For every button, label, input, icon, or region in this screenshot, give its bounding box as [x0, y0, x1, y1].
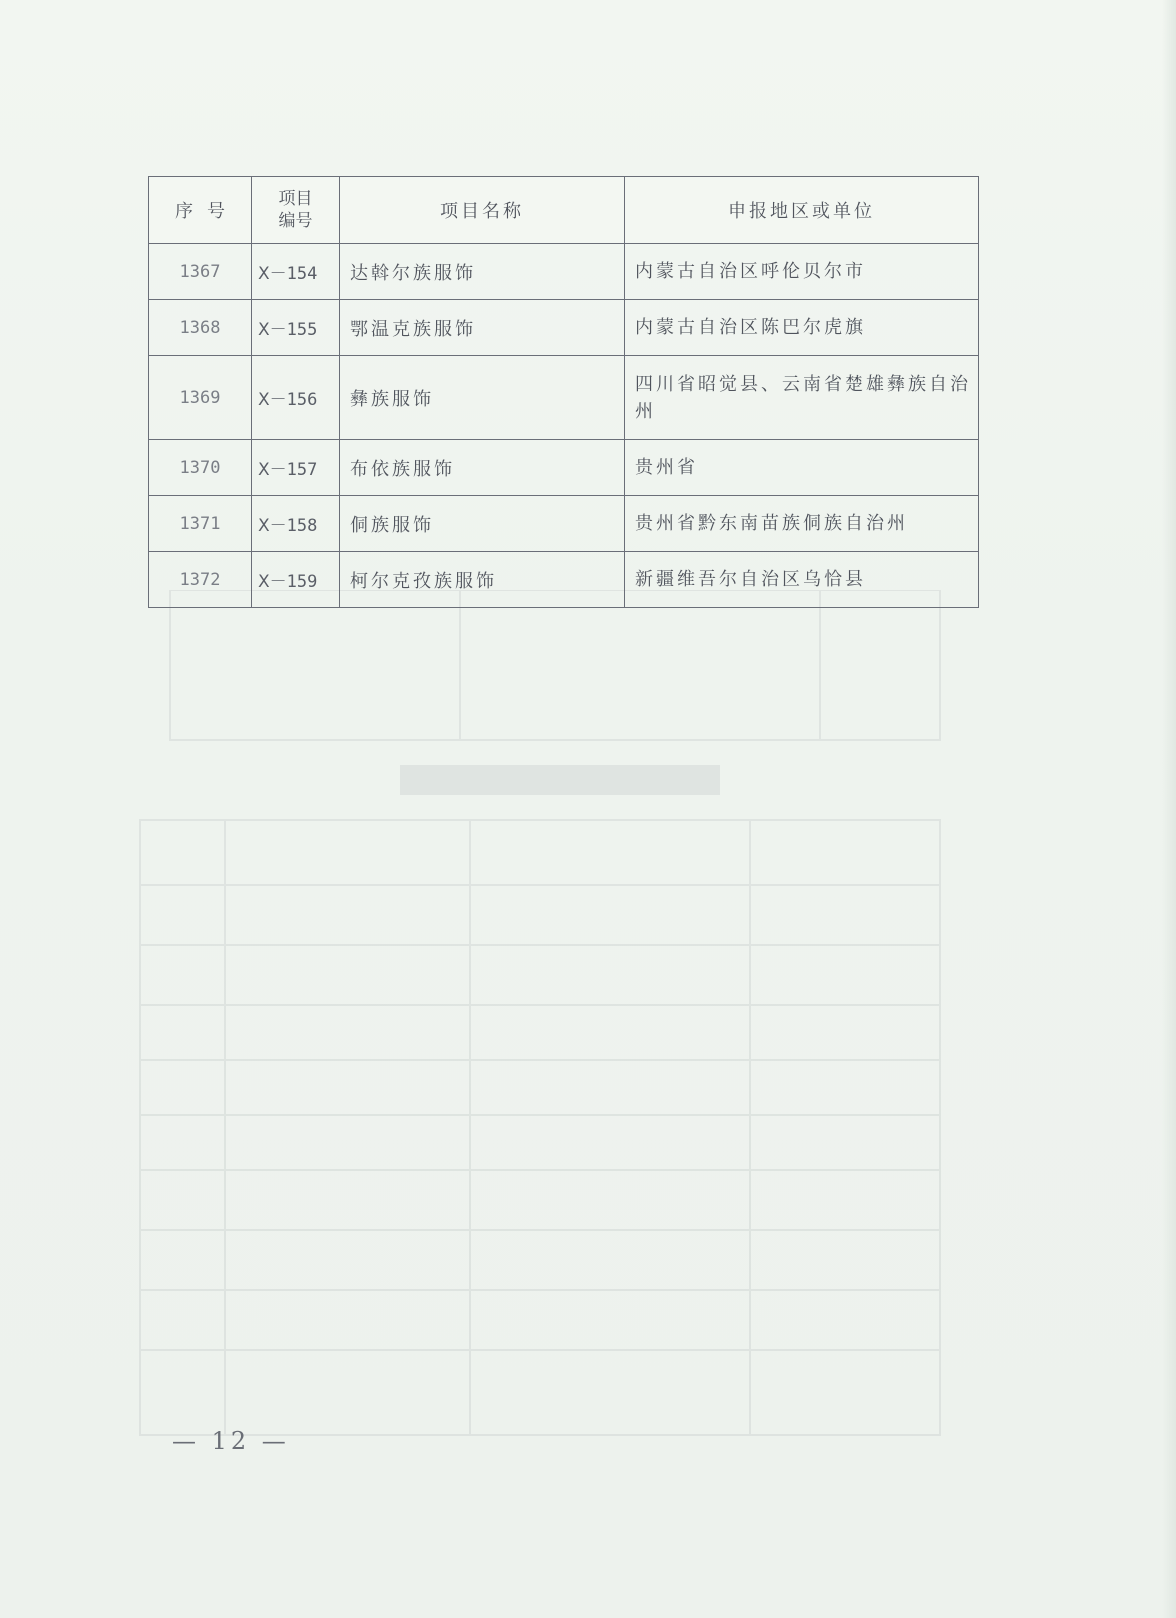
cell-item-name: 鄂温克族服饰	[340, 300, 625, 356]
cell-serial-number: 1372	[149, 552, 252, 608]
cell-region: 贵州省	[625, 440, 979, 496]
header-region: 申报地区或单位	[625, 177, 979, 244]
table-header-row	[149, 177, 979, 244]
cell-region: 四川省昭觉县、云南省楚雄彝族自治州	[625, 356, 979, 440]
header-item-name: 项目名称	[340, 177, 625, 244]
heritage-items-table	[148, 176, 979, 608]
page-number: — 12 —	[172, 1427, 290, 1455]
cell-region: 新疆维吾尔自治区乌恰县	[625, 552, 979, 608]
cell-item-code: Ⅹ－155	[252, 300, 340, 356]
table-row	[149, 440, 979, 496]
table-row	[149, 300, 979, 356]
table-row	[149, 244, 979, 300]
cell-serial-number: 1371	[149, 496, 252, 552]
cell-item-code: Ⅹ－157	[252, 440, 340, 496]
header-item-code	[252, 177, 340, 244]
page-edge-shadow	[1162, 0, 1176, 1618]
cell-item-code: Ⅹ－158	[252, 496, 340, 552]
cell-region: 内蒙古自治区陈巴尔虎旗	[625, 300, 979, 356]
table-row	[149, 496, 979, 552]
cell-item-code: Ⅹ－156	[252, 356, 340, 440]
bleed-through-watermark	[130, 590, 965, 1450]
cell-item-code: Ⅹ－159	[252, 552, 340, 608]
cell-serial-number: 1370	[149, 440, 252, 496]
table-row	[149, 356, 979, 440]
cell-item-name: 布依族服饰	[340, 440, 625, 496]
cell-item-name: 侗族服饰	[340, 496, 625, 552]
cell-item-name: 彝族服饰	[340, 356, 625, 440]
header-item-code-line1: 项目	[278, 189, 313, 209]
header-serial-number: 序号	[149, 177, 252, 244]
cell-region: 贵州省黔东南苗族侗族自治州	[625, 496, 979, 552]
cell-serial-number: 1367	[149, 244, 252, 300]
cell-item-name: 达斡尔族服饰	[340, 244, 625, 300]
cell-serial-number: 1369	[149, 356, 252, 440]
cell-item-name: 柯尔克孜族服饰	[340, 552, 625, 608]
cell-serial-number: 1368	[149, 300, 252, 356]
cell-region: 内蒙古自治区呼伦贝尔市	[625, 244, 979, 300]
cell-item-code: Ⅹ－154	[252, 244, 340, 300]
table-row	[149, 552, 979, 608]
header-item-code-line2: 编号	[278, 211, 313, 231]
